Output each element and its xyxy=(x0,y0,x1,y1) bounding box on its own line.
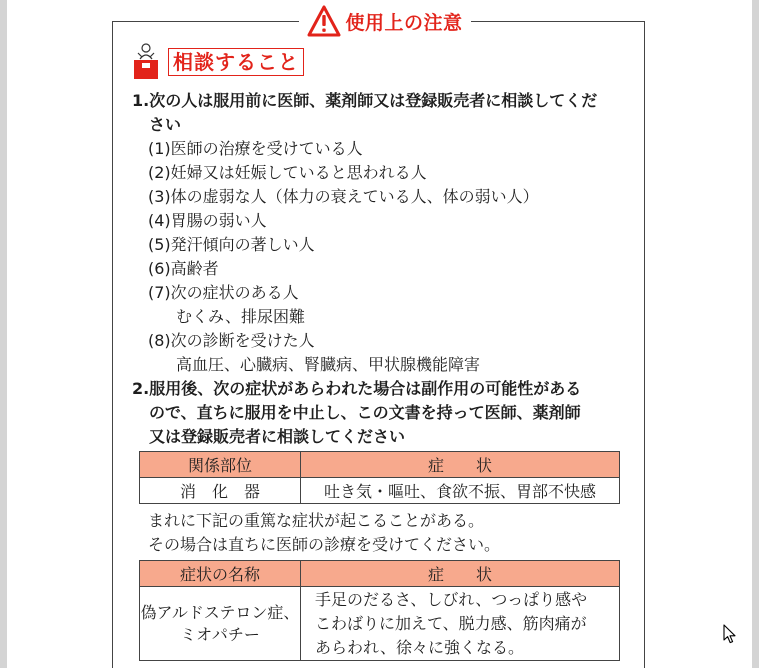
table-header-cell: 関係部位 xyxy=(140,452,301,478)
list-item: (2)妊婦又は妊娠していると思われる人 xyxy=(148,163,427,182)
frame-border-top-right xyxy=(471,21,645,22)
table-cell: 吐き気・嘔吐、食欲不振、胃部不快感 xyxy=(301,478,620,504)
section1-heading: 1.次の人は服用前に医師、薬剤師又は登録販売者に相談してくだ xyxy=(132,91,598,110)
section2-heading-cont: 又は登録販売者に相談してください xyxy=(149,427,406,446)
symptom-name-line: 偽アルドステロン症、 xyxy=(140,602,300,622)
table-header-cell: 症 状 xyxy=(301,561,620,587)
list-item: (3)体の虚弱な人（体力の衰えている人、体の弱い人） xyxy=(148,187,539,206)
section-header xyxy=(299,4,471,38)
symptom-line: あらわれ、徐々に強くなる。 xyxy=(315,637,524,657)
consult-heading: 相談すること xyxy=(168,48,304,76)
list-item-detail: むくみ、排尿困難 xyxy=(176,307,305,326)
mouse-pointer-icon xyxy=(723,624,737,644)
table-cell: 消 化 器 xyxy=(140,478,301,504)
symptom-line: 手足のだるさ、しびれ、つっぱり感や xyxy=(315,589,588,609)
frame-border-right xyxy=(644,21,645,668)
serious-symptoms-table xyxy=(139,560,620,661)
list-item: (8)次の診断を受けた人 xyxy=(148,331,315,350)
symptom-line: こわばりに加えて、脱力感、筋肉痛が xyxy=(315,613,587,633)
list-item: (5)発汗傾向の著しい人 xyxy=(148,235,315,254)
list-item-detail: 高血圧、心臓病、腎臓病、甲状腺機能障害 xyxy=(176,355,481,374)
note-line: まれに下記の重篤な症状が起こることがある。 xyxy=(148,511,485,530)
pharmacist-icon xyxy=(133,42,159,80)
side-effects-table xyxy=(139,451,620,504)
list-item: (7)次の症状のある人 xyxy=(148,283,299,302)
list-item: (1)医師の治療を受けている人 xyxy=(148,139,363,158)
document-page xyxy=(7,0,752,668)
section1-heading-cont: さい xyxy=(149,115,182,134)
frame-border-left xyxy=(112,21,113,668)
section2-heading-cont: ので、直ちに服用を中止し、この文書を持って医師、薬剤師 xyxy=(149,403,581,422)
viewer-gutter-right xyxy=(752,0,759,668)
table-header-cell: 症状の名称 xyxy=(140,561,301,587)
table-row xyxy=(140,478,620,504)
table-header-cell: 症 状 xyxy=(301,452,620,478)
frame-border-top-left xyxy=(112,21,299,22)
table-cell xyxy=(140,587,301,661)
note-line: その場合は直ちに医師の診療を受けてください。 xyxy=(148,535,501,554)
page-title: 使用上の注意 xyxy=(345,11,463,34)
symptom-name-line: ミオパチー xyxy=(180,624,260,644)
list-item: (4)胃腸の弱い人 xyxy=(148,211,267,230)
table-cell xyxy=(301,587,620,661)
warning-triangle-icon xyxy=(307,5,341,37)
section2-heading: 2.服用後、次の症状があらわれた場合は副作用の可能性がある xyxy=(132,379,582,398)
viewer-gutter-left xyxy=(0,0,7,668)
list-item: (6)高齢者 xyxy=(148,259,219,278)
table-row xyxy=(140,587,620,661)
